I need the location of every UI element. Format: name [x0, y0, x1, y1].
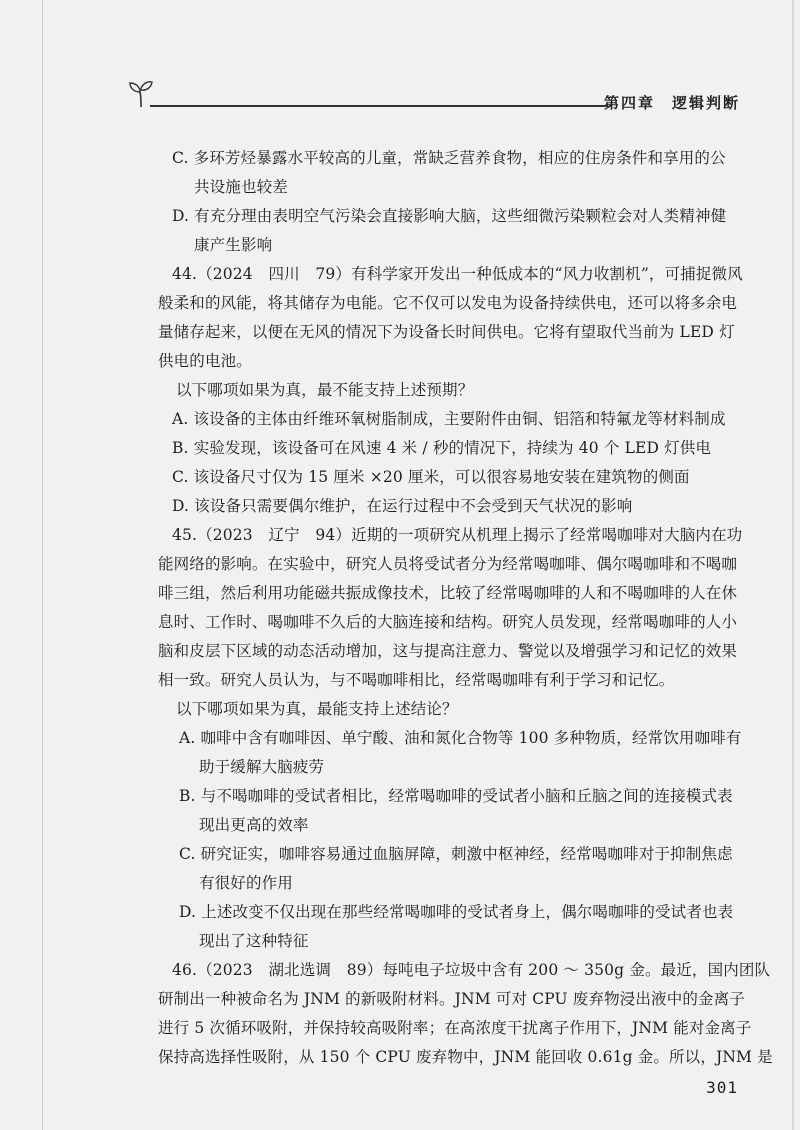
option-c-line-1: C. 多环芳烃暴露水平较高的儿童，常缺乏营养食物，相应的住房条件和享用的公: [172, 149, 726, 167]
page-number: 301: [706, 1078, 738, 1097]
q45-option-b-line-1: B. 与不喝咖啡的受试者相比，经常喝咖啡的受试者小脑和丘脑之间的连接模式表: [179, 787, 733, 805]
q44-question: 以下哪项如果为真，最不能支持上述预期？: [176, 381, 474, 399]
q45-stem-line-5: 脑和皮层下区域的动态活动增加，这与提高注意力、警觉以及增强学习和记忆的效果: [158, 642, 738, 660]
header-rule: [150, 105, 608, 107]
q46-stem-line-2: 研制出一种被命名为 JNM 的新吸附材料。JNM 可对 CPU 废弃物浸出液中的金离子: [158, 990, 745, 1008]
q45-option-a-line-2: 助于缓解大脑疲劳: [199, 758, 325, 776]
q45-option-d-line-1: D. 上述改变不仅出现在那些经常喝咖啡的受试者身上，偶尔喝咖啡的受试者也表: [179, 903, 734, 921]
q45-option-c-line-1: C. 研究证实，咖啡容易通过血脑屏障，刺激中枢神经，经常喝咖啡对于抑制焦虑: [179, 845, 733, 863]
q44-option-a: A. 该设备的主体由纤维环氧树脂制成，主要附件由铜、铝箔和特氟龙等材料制成: [172, 410, 726, 428]
q44-option-b: B. 实验发现，该设备可在风速 4 米 / 秒的情况下，持续为 40 个 LED 灯供电: [172, 439, 712, 457]
scan-edge-left: [42, 0, 43, 1130]
q45-stem-line-6: 相一致。研究人员认为，与不喝咖啡相比，经常喝咖啡有利于学习和记忆。: [158, 671, 675, 689]
q46-stem-line-1: 46.（2023 湖北选调 89）每吨电子垃圾中含有 200 ～ 350g 金。最近，国内团队: [172, 961, 771, 979]
q44-stem-line-3: 量储存起来，以便在无风的情况下为设备长时间供电。它将有望取代当前为 LED 灯: [158, 323, 735, 341]
q46-stem-line-3: 进行 5 次循环吸附，并保持较高吸附率；在高浓度干扰离子作用下，JNM 能对金离子: [158, 1019, 752, 1037]
q46-stem-line-4: 保持高选择性吸附，从 150 个 CPU 废弃物中，JNM 能回收 0.61g 金。所以，JNM 是: [158, 1048, 773, 1066]
option-c-line-2: 共设施也较差: [194, 178, 288, 196]
q44-stem-line-4: 供电的电池。: [158, 352, 252, 370]
q45-option-d-line-2: 现出了这种特征: [199, 932, 309, 950]
sprout-icon: [128, 78, 154, 108]
q45-stem-line-4: 息时、工作时、喝咖啡不久后的大脑连接和结构。研究人员发现，经常喝咖啡的人小: [158, 613, 738, 631]
option-d-line-2: 康产生影响: [194, 236, 273, 254]
q44-option-c: C. 该设备尺寸仅为 15 厘米 ×20 厘米，可以很容易地安装在建筑物的侧面: [172, 468, 690, 486]
q45-stem-line-3: 啡三组，然后利用功能磁共振成像技术，比较了经常喝咖啡的人和不喝咖啡的人在休: [158, 584, 738, 602]
q44-option-d: D. 该设备只需要偶尔维护，在运行过程中不会受到天气状况的影响: [172, 497, 633, 515]
q45-stem-line-1: 45.（2023 辽宁 94）近期的一项研究从机理上揭示了经常喝咖啡对大脑内在功: [172, 526, 743, 544]
q45-option-a-line-1: A. 咖啡中含有咖啡因、单宁酸、油和氮化合物等 100 多种物质，经常饮用咖啡有: [179, 729, 742, 747]
chapter-title: 第四章 逻辑判断: [603, 94, 740, 112]
q44-stem-line-2: 般柔和的风能，将其储存为电能。它不仅可以发电为设备持续供电，还可以将多余电: [158, 294, 738, 312]
option-d-line-1: D. 有充分理由表明空气污染会直接影响大脑，这些细微污染颗粒会对人类精神健: [172, 207, 727, 225]
running-header: [128, 78, 740, 118]
q45-question: 以下哪项如果为真，最能支持上述结论？: [176, 700, 458, 718]
q45-option-b-line-2: 现出更高的效率: [199, 816, 309, 834]
q44-stem-line-1: 44.（2024 四川 79）有科学家开发出一种低成本的“风力收割机”，可捕捉微风: [172, 265, 743, 283]
q45-option-c-line-2: 有很好的作用: [199, 874, 293, 892]
q45-stem-line-2: 能网络的影响。在实验中，研究人员将受试者分为经常喝咖啡、偶尔喝咖啡和不喝咖: [158, 555, 738, 573]
scan-edge-right: [792, 0, 794, 1130]
